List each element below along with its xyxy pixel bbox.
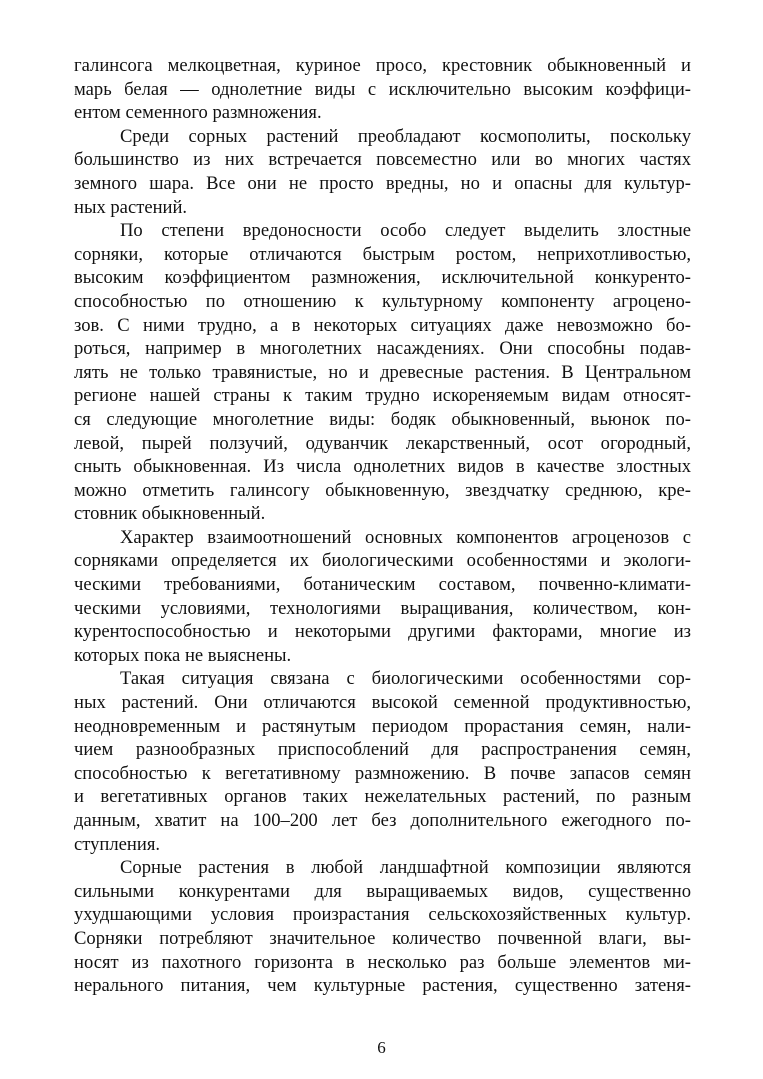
text-line: марь белая — однолетние виды с исключительно высоким коэффици- xyxy=(74,78,691,100)
text-line: большинство из них встречается повсеместно или во многих частях xyxy=(74,149,691,171)
text-line: зов. С ними трудно, а в некоторых ситуациях даже невозможно бо- xyxy=(74,314,691,336)
paragraph-2 xyxy=(74,125,691,219)
text-line: нерального питания, чем культурные растения, существенно затеня- xyxy=(74,975,691,997)
text-line: По степени вредоносности особо следует выделить злостные xyxy=(120,220,691,242)
text-line: Среди сорных растений преобладают космополиты, поскольку xyxy=(120,125,691,147)
text-line: курентоспособностью и некоторыми другими факторами, многие из xyxy=(74,621,691,643)
paragraph-1 xyxy=(74,54,691,125)
text-line: носят из пахотного горизонта в несколько раз больше элементов ми- xyxy=(74,951,691,973)
text-line: ческими требованиями, ботаническим составом, почвенно-климати- xyxy=(74,574,691,596)
text-line: стовник обыкновенный. xyxy=(74,503,266,525)
paragraph-3 xyxy=(74,219,691,526)
text-line: земного шара. Все они не просто вредны, но и опасны для культур- xyxy=(74,172,691,194)
text-line: ся следующие многолетние виды: бодяк обыкновенный, вьюнок по- xyxy=(74,408,691,430)
text-line: лять не только травянистые, но и древесные растения. В Центральном xyxy=(74,361,691,383)
text-line: неодновременным и растянутым периодом прорастания семян, нали- xyxy=(74,715,691,737)
text-line: ухудшающими условия произрастания сельскохозяйственных культур. xyxy=(74,904,691,926)
text-line: способностью к вегетативному размножению. В почве запасов семян xyxy=(74,762,691,784)
page-number: 6 xyxy=(377,1038,386,1057)
text-line: данным, хватит на 100–200 лет без дополнительного ежегодного по- xyxy=(74,810,691,831)
text-line: чием разнообразных приспособлений для распространения семян, xyxy=(74,739,691,761)
text-line: ных растений. xyxy=(74,196,188,218)
text-line: сильными конкурентами для выращиваемых видов, существенно xyxy=(74,880,691,902)
text-line: ступления. xyxy=(74,833,161,855)
text-line: сныть обыкновенная. Из числа однолетних видов в качестве злостных xyxy=(74,456,691,478)
text-line: ентом семенного размножения. xyxy=(74,102,322,124)
text-line: Такая ситуация связана с биологическими особенностями сор- xyxy=(120,668,691,690)
text-line: ных растений. Они отличаются высокой семенной продуктивностью, xyxy=(74,692,691,714)
text-line: Характер взаимоотношений основных компонентов агроценозов с xyxy=(120,526,691,548)
paragraph-5 xyxy=(74,667,691,856)
paragraph-6 xyxy=(74,856,691,998)
text-line: галинсога мелкоцветная, куриное просо, крестовник обыкновенный и xyxy=(74,55,691,76)
page-body xyxy=(74,54,691,998)
text-line: высоким коэффициентом размножения, исключительной конкуренто- xyxy=(74,267,691,289)
paragraph-4 xyxy=(74,526,691,668)
text-line: которых пока не выяснены. xyxy=(74,644,292,666)
text-line: способностью по отношению к культурному компоненту агроцено- xyxy=(74,290,691,312)
text-line: регионе нашей страны к таким трудно искореняемым видам относят- xyxy=(74,385,691,407)
text-line: сорняками определяется их биологическими особенностями и экологи- xyxy=(74,550,691,572)
text-line: ческими условиями, технологиями выращивания, количеством, кон- xyxy=(74,597,691,619)
text-line: сорняки, которые отличаются быстрым ростом, неприхотливостью, xyxy=(74,243,691,265)
text-line: можно отметить галинсогу обыкновенную, звездчатку среднюю, кре- xyxy=(74,479,691,501)
text-line: роться, например в многолетних насаждениях. Они способны подав- xyxy=(74,338,691,360)
text-line: Сорняки потребляют значительное количество почвенной влаги, вы- xyxy=(74,927,691,949)
text-line: Сорные растения в любой ландшафтной композиции являются xyxy=(120,857,691,879)
text-line: левой, пырей ползучий, одуванчик лекарственный, осот огородный, xyxy=(74,432,691,454)
text-line: и вегетативных органов таких нежелательных растений, по разным xyxy=(74,786,691,808)
